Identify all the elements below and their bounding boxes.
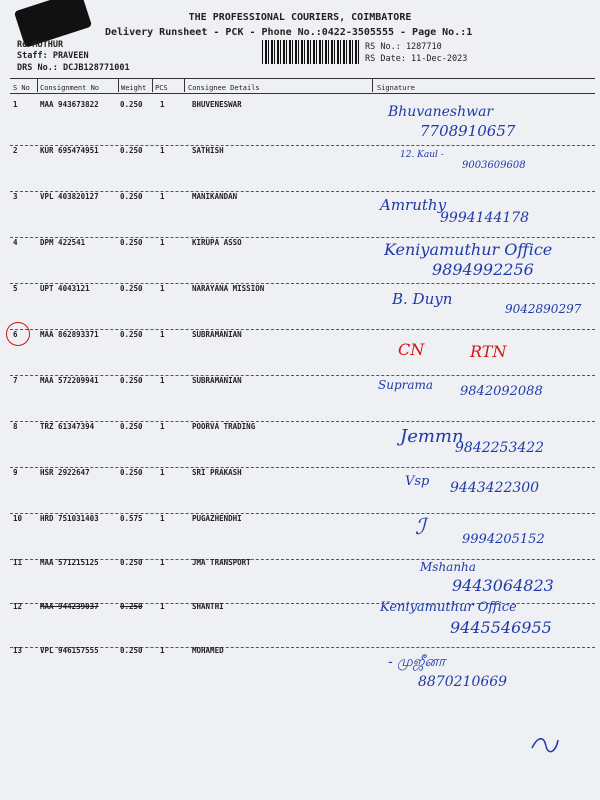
handwritten-phone: 9842092088 [460, 384, 543, 399]
handwritten-phone: 8870210669 [418, 674, 508, 690]
weight: 0.250 [120, 284, 143, 293]
consignee-name: NARAYANA MISSION [192, 284, 265, 293]
column-divider [184, 78, 185, 92]
handwritten-phone: 9842253422 [455, 440, 545, 456]
pieces: 1 [160, 146, 165, 155]
consignment-number: MAA 862893371 [40, 330, 99, 339]
handwritten-phone: 9994205152 [462, 532, 545, 547]
weight: 0.250 [120, 192, 143, 201]
serial-number: 2 [13, 146, 18, 155]
weight: 0.250 [120, 468, 143, 477]
serial-number: 5 [13, 284, 18, 293]
serial-number: 1 [13, 100, 18, 109]
handwritten-signature: Mshanha [420, 560, 476, 574]
pieces: 1 [160, 514, 165, 523]
route-label: Ro MUTHUR [17, 40, 64, 50]
handwritten-signature: Bhuvaneshwar [388, 104, 494, 120]
red-circle-mark [6, 322, 30, 346]
runsheet-title: Delivery Runsheet - PCK - Phone No.:0422-3505555 - Page No.:1 [105, 27, 473, 38]
handwritten-phone: 9003609608 [462, 160, 526, 171]
serial-number: 12 [13, 602, 23, 611]
consignee-name: SUBRAMANIAN [192, 376, 242, 385]
pieces: 1 [160, 602, 165, 611]
pieces: 1 [160, 192, 165, 201]
serial-number: 13 [13, 646, 23, 655]
serial-number: 6 [13, 330, 18, 339]
handwritten-signature: Keniyamuthur Office [384, 240, 553, 259]
consignee-name: BHUVENESWAR [192, 100, 242, 109]
staff-label: Staff: PRAVEEN [17, 51, 89, 61]
handwritten-phone: 7708910657 [420, 122, 516, 140]
table-row [10, 646, 595, 692]
consignee-name: MOHAMED [192, 646, 224, 655]
weight: 0.250 [120, 376, 143, 385]
consignment-number: MAA 943673822 [40, 100, 99, 109]
handwritten-rtn-mark: RTN [470, 342, 507, 361]
weight: 0.250 [120, 100, 143, 109]
pieces: 1 [160, 100, 165, 109]
serial-number: 4 [13, 238, 18, 247]
pieces: 1 [160, 422, 165, 431]
consignee-name: PUGAZHENDHI [192, 514, 242, 523]
handwritten-phone: 9445546955 [450, 618, 552, 637]
weight: 0.250 [120, 422, 143, 431]
handwritten-scribble [530, 734, 560, 754]
handwritten-signature: Suprama [378, 378, 434, 392]
column-divider [372, 78, 373, 92]
consignment-number: KUR 695474951 [40, 146, 99, 155]
weight: 0.250 [120, 602, 143, 611]
pieces: 1 [160, 468, 165, 477]
handwritten-phone: 9894992256 [432, 260, 534, 279]
drs-number: DRS No.: DCJB128771001 [17, 63, 130, 73]
handwritten-signature-mark: ℐ [415, 515, 426, 540]
handwritten-signature: Jemmn [400, 426, 464, 447]
col-header-pcs: PCS [155, 84, 168, 92]
pieces: 1 [160, 238, 165, 247]
rs-number: RS No.: 1287710 [365, 42, 442, 52]
serial-number: 3 [13, 192, 18, 201]
consignment-number: UPT 4043121 [40, 284, 90, 293]
serial-number: 9 [13, 468, 18, 477]
weight: 0.250 [120, 558, 143, 567]
pieces: 1 [160, 558, 165, 567]
col-header-signature: Signature [377, 84, 415, 92]
pieces: 1 [160, 376, 165, 385]
consignee-name: KIRUPA ASSO [192, 238, 242, 247]
consignee-name: SRI PRAKASH [192, 468, 242, 477]
col-header-sno: S No [13, 84, 30, 92]
serial-number: 11 [13, 558, 23, 567]
column-divider [152, 78, 153, 92]
weight: 0.250 [120, 330, 143, 339]
consignee-name: MANIKANDAN [192, 192, 238, 201]
consignment-number: TRZ 61347394 [40, 422, 95, 431]
handwritten-signature: Amruthy [380, 196, 447, 214]
column-divider [118, 78, 119, 92]
consignment-number: MAA 572209941 [40, 376, 99, 385]
consignee-name: JMA TRANSPORT [192, 558, 251, 567]
handwritten-phone: 9443064823 [452, 576, 554, 595]
table-top-rule [10, 78, 595, 79]
consignment-number: MAA 944239037 [40, 602, 99, 611]
serial-number: 7 [13, 376, 18, 385]
col-header-consignment: Consignment No [40, 84, 100, 92]
table-header-rule [10, 93, 595, 94]
handwritten-signature: Keniyamuthur Office [380, 600, 517, 615]
consignment-number: DPM 422541 [40, 238, 86, 247]
serial-number: 8 [13, 422, 18, 431]
consignment-number: HSR 2922647 [40, 468, 90, 477]
rs-date: RS Date: 11-Dec-2023 [365, 54, 468, 64]
table-row [10, 376, 595, 422]
weight: 0.250 [120, 646, 143, 655]
table-row [10, 330, 595, 376]
handwritten-phone: 9443422300 [450, 480, 540, 496]
consignment-number: HRD 751031403 [40, 514, 99, 523]
consignee-name: SUBRAMANIAN [192, 330, 242, 339]
col-header-weight: Weight [121, 84, 147, 92]
col-header-consignee: Consignee Details [188, 84, 260, 92]
consignment-number: MAA 571215125 [40, 558, 99, 567]
consignee-name: POORVA TRADING [192, 422, 256, 431]
weight: 0.575 [120, 514, 143, 523]
handwritten-signature: Vsp [405, 474, 430, 489]
pieces: 1 [160, 284, 165, 293]
consignment-number: VPL 946157555 [40, 646, 99, 655]
weight: 0.250 [120, 238, 143, 247]
handwritten-cn-mark: CN [398, 340, 425, 359]
barcode [262, 40, 360, 64]
column-divider [37, 78, 38, 92]
handwritten-note: 12. Kaul - [400, 150, 444, 160]
weight: 0.250 [120, 146, 143, 155]
handwritten-phone: 9042890297 [505, 302, 582, 316]
consignment-number: VPL 403820127 [40, 192, 99, 201]
pieces: 1 [160, 330, 165, 339]
serial-number: 10 [13, 514, 23, 523]
consignee-name: SHANTHI [192, 602, 224, 611]
company-title: THE PROFESSIONAL COURIERS, COIMBATORE [188, 12, 412, 23]
handwritten-signature: B. Duyn [392, 290, 453, 308]
pieces: 1 [160, 646, 165, 655]
handwritten-phone: 9994144178 [440, 210, 530, 226]
consignee-name: SATHISH [192, 146, 224, 155]
handwritten-signature: - முஜீனா [388, 654, 446, 670]
